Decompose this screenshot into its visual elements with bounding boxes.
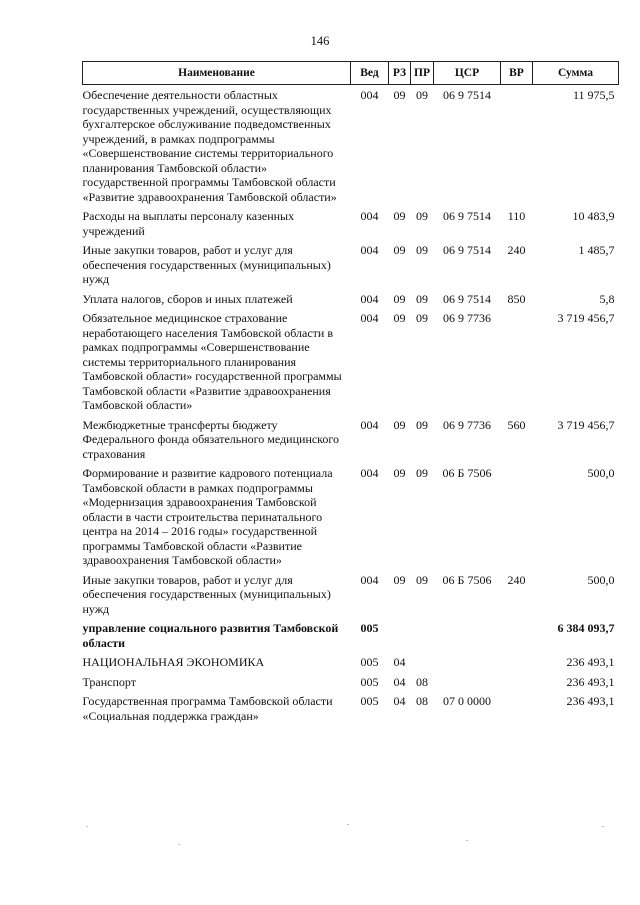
- row-name: Транспорт: [82, 674, 136, 689]
- row-csr: 06 9 7514: [443, 243, 491, 257]
- table-row: [83, 292, 619, 312]
- column-header-vr: ВР: [501, 62, 533, 85]
- row-csr: [434, 655, 501, 675]
- scan-speck: [466, 840, 468, 841]
- row-sum: 3 719 456,7: [557, 311, 615, 325]
- budget-table: [82, 61, 619, 728]
- column-header-rz: РЗ: [389, 62, 411, 85]
- table-row: [83, 311, 619, 418]
- row-name: Обязательное медицинское страхование неработающего населения Тамбовской области в рамках подпрограммы «Совершенствование системы территориального планирования Тамбовской области» государственной программы Тамбовской области «Развитие здравоохранения Тамбовской области»: [82, 311, 342, 412]
- row-pr: 09: [416, 88, 428, 102]
- table-row: [83, 243, 619, 292]
- row-pr: 09: [416, 572, 428, 587]
- row-sum: 10 483,9: [572, 209, 615, 223]
- row-pr: [411, 655, 434, 675]
- row-vr: [501, 466, 533, 573]
- row-csr: 06 9 7736: [443, 417, 491, 432]
- table-body: [83, 85, 619, 729]
- row-vr: 850: [507, 291, 526, 306]
- row-name: Формирование и развитие кадрового потенциала Тамбовской области в рамках подпрограммы «Модернизация здравоохранения Тамбовской области в части строительства перинатального центра на 2014 – 2016 годы» государственной программы Тамбовской области «Развитие здравоохранения Тамбовской области»: [82, 466, 333, 567]
- table-row: [83, 466, 619, 573]
- table-row: [83, 675, 619, 695]
- row-rz: 09: [393, 88, 406, 102]
- table-row: [83, 621, 619, 655]
- row-rz: [389, 621, 411, 655]
- row-pr: [411, 621, 434, 655]
- row-sum: 236 493,1: [566, 674, 615, 689]
- row-vr: 240: [507, 572, 526, 587]
- column-header-ved: Вед: [351, 62, 389, 85]
- table-row: [83, 85, 619, 210]
- row-name: Обеспечение деятельности областных государственных учреждений, осуществляющих бухгалтерское обслуживание подведомственных учреждений, в рамках подпрограммы «Совершенствование системы территориального планирования Тамбовской области» государственной программы Тамбовской области «Развитие здравоохранения Тамбовской области»: [82, 88, 337, 204]
- row-csr: 06 9 7514: [443, 88, 491, 102]
- row-ved: 004: [360, 417, 379, 432]
- table-row: [83, 418, 619, 467]
- column-header-pr: ПР: [411, 62, 434, 85]
- row-sum: 236 493,1: [566, 655, 615, 669]
- row-ved: 004: [360, 311, 379, 325]
- scan-speck: [602, 826, 604, 827]
- row-sum: 11 975,5: [572, 88, 615, 102]
- row-csr: 06 Б 7506: [442, 466, 492, 480]
- row-vr: 110: [507, 209, 526, 223]
- row-sum: 500,0: [587, 572, 615, 587]
- row-name: Межбюджетные трансферты бюджету Федерального фонда обязательного медицинского страхования: [82, 417, 340, 461]
- row-rz: 09: [393, 417, 406, 432]
- row-pr: 08: [416, 674, 428, 689]
- row-ved: 005: [360, 655, 379, 669]
- column-header-sum: Сумма: [533, 62, 619, 85]
- row-pr: 09: [416, 243, 428, 257]
- row-name: управление социального развития Тамбовской области: [82, 621, 339, 650]
- row-sum: 5,8: [599, 291, 615, 306]
- row-vr: [501, 675, 533, 695]
- row-rz: 04: [393, 694, 406, 708]
- row-name: Иные закупки товаров, работ и услуг для обеспечения государственных (муниципальных) нужд: [82, 243, 331, 286]
- row-vr: [501, 621, 533, 655]
- row-sum: 1 485,7: [578, 243, 615, 257]
- row-ved: 004: [360, 243, 379, 257]
- row-rz: 09: [393, 291, 406, 306]
- row-rz: 09: [393, 243, 406, 257]
- row-pr: 09: [416, 291, 428, 306]
- row-rz: 04: [393, 655, 406, 669]
- row-ved: 004: [360, 572, 379, 587]
- column-header-name: Наименование: [83, 62, 351, 85]
- row-csr: 06 9 7514: [443, 209, 491, 223]
- row-name: Расходы на выплаты персоналу казенных учреждений: [82, 209, 295, 238]
- row-csr: [434, 621, 501, 655]
- row-rz: 09: [393, 209, 406, 223]
- row-sum: 6 384 093,7: [557, 621, 615, 635]
- row-name: НАЦИОНАЛЬНАЯ ЭКОНОМИКА: [82, 655, 265, 669]
- scan-speck: [178, 844, 180, 845]
- row-vr: 240: [507, 243, 526, 257]
- table-row: [83, 573, 619, 622]
- row-ved: 004: [360, 88, 379, 102]
- row-sum: 3 719 456,7: [557, 417, 615, 432]
- row-ved: 004: [360, 209, 379, 223]
- table-header: [83, 62, 619, 85]
- row-pr: 09: [416, 417, 428, 432]
- row-csr: [434, 675, 501, 695]
- row-sum: 500,0: [587, 466, 615, 480]
- row-vr: [501, 311, 533, 418]
- row-rz: 04: [393, 674, 406, 689]
- scan-speck: [86, 826, 88, 827]
- row-csr: 06 Б 7506: [442, 572, 492, 587]
- row-rz: 09: [393, 311, 406, 325]
- row-csr: 06 9 7736: [443, 311, 491, 325]
- row-ved: 005: [360, 621, 379, 635]
- row-pr: 08: [416, 694, 428, 708]
- row-pr: 09: [416, 466, 428, 480]
- column-header-csr: ЦСР: [434, 62, 501, 85]
- table-row: [83, 694, 619, 728]
- row-rz: 09: [393, 572, 406, 587]
- row-ved: 005: [360, 674, 379, 689]
- row-pr: 09: [416, 209, 428, 223]
- table-row: [83, 655, 619, 675]
- row-rz: 09: [393, 466, 406, 480]
- row-csr: 07 0 0000: [443, 694, 491, 708]
- row-ved: 004: [360, 291, 379, 306]
- row-name: Государственная программа Тамбовской области «Социальная поддержка граждан»: [82, 694, 333, 723]
- row-ved: 005: [360, 694, 379, 708]
- row-name: Уплата налогов, сборов и иных платежей: [82, 291, 293, 306]
- page-number: 146: [310, 34, 330, 48]
- row-vr: [501, 694, 533, 728]
- row-sum: 236 493,1: [566, 694, 615, 708]
- scan-speck: [347, 824, 349, 825]
- row-vr: [501, 655, 533, 675]
- table-row: [83, 209, 619, 243]
- row-ved: 004: [360, 466, 379, 480]
- row-pr: 09: [416, 311, 428, 325]
- row-csr: 06 9 7514: [443, 291, 491, 306]
- row-name: Иные закупки товаров, работ и услуг для обеспечения государственных (муниципальных) нужд: [82, 572, 331, 616]
- row-vr: [501, 85, 533, 210]
- row-vr: 560: [507, 417, 526, 432]
